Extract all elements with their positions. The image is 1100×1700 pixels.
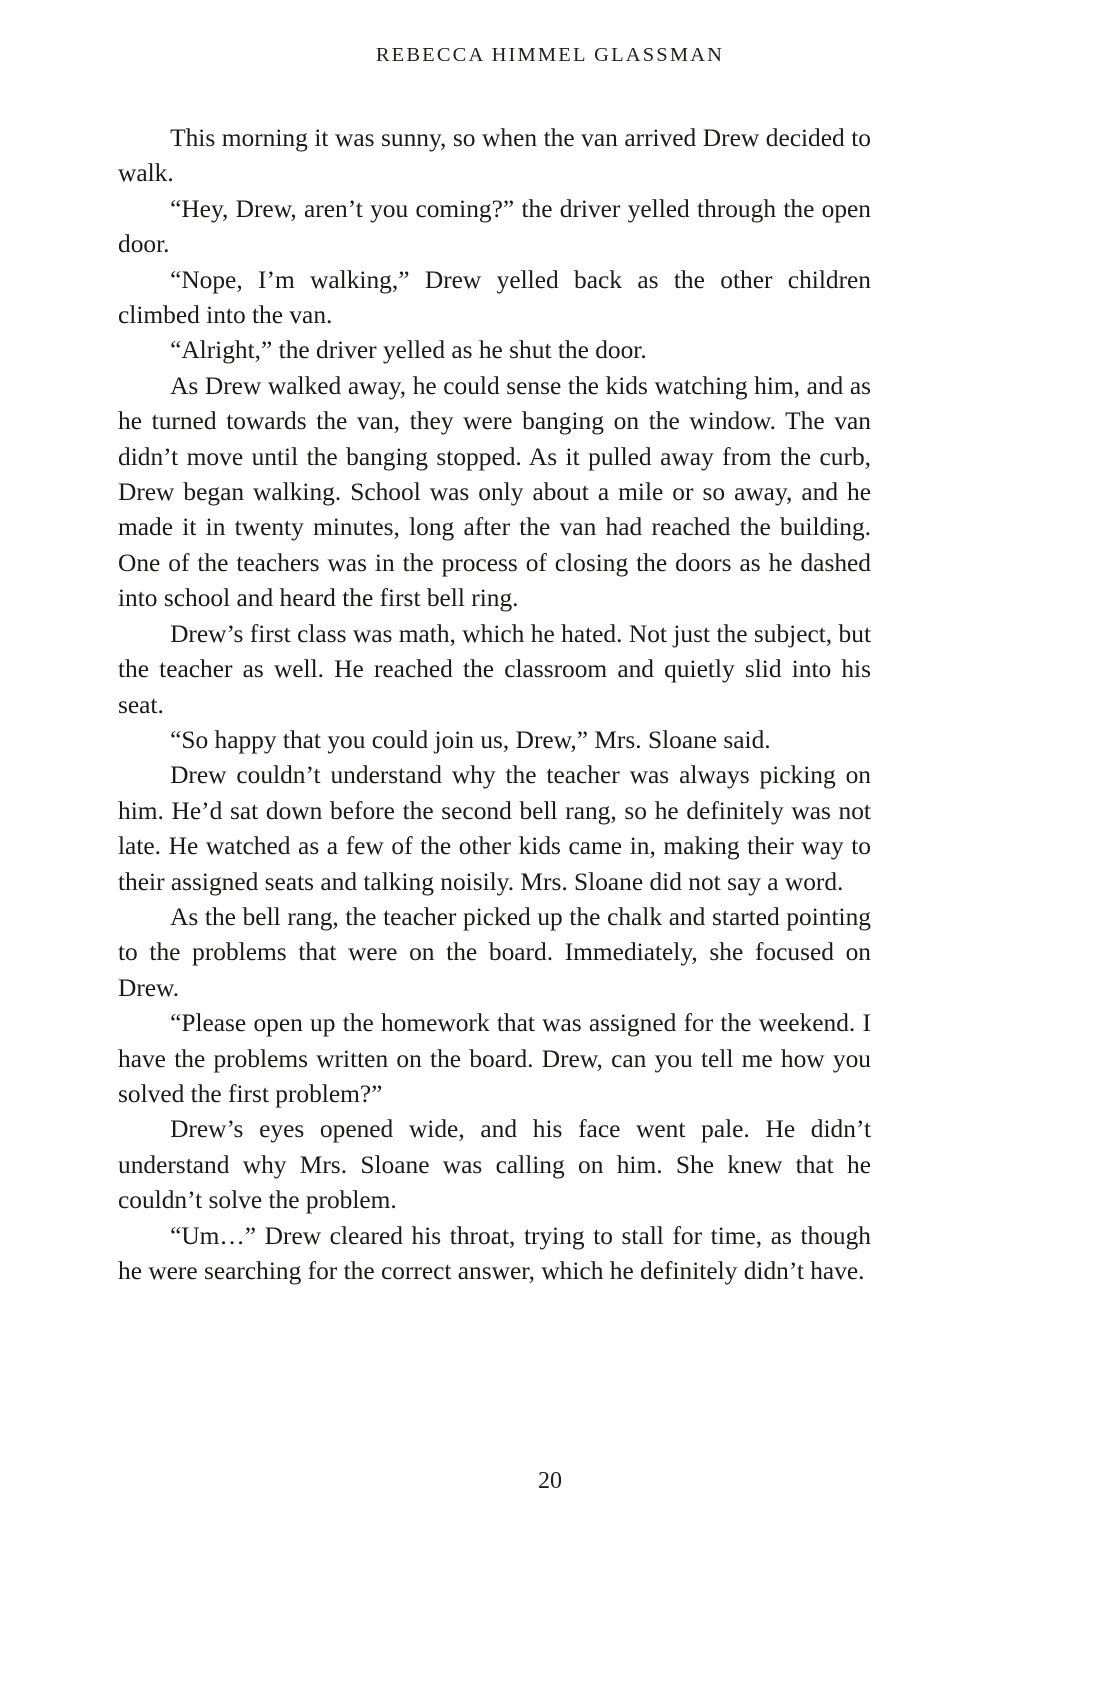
paragraph: As the bell rang, the teacher picked up the chalk and started pointing to the problems that were on the board. Immediately, she focused on Drew.	[118, 902, 871, 1002]
paragraph: “Alright,” the driver yelled as he shut the door.	[170, 336, 647, 365]
page-number: 20	[538, 1468, 562, 1494]
paragraph: “Hey, Drew, aren’t you coming?” the driver yelled through the open door.	[118, 194, 871, 259]
paragraph: “Nope, I’m walking,” Drew yelled back as the other children climbed into the van.	[118, 265, 871, 330]
paragraph: “So happy that you could join us, Drew,” Mrs. Sloane said.	[170, 725, 771, 754]
paragraph: “Um…” Drew cleared his throat, trying to stall for time, as though he were searching for the correct answer, which he definitely didn’t have.	[118, 1221, 871, 1285]
body-text	[118, 121, 871, 1289]
running-head: REBECCA HIMMEL GLASSMAN	[375, 44, 725, 66]
paragraph: This morning it was sunny, so when the van arrived Drew decided to walk.	[118, 124, 871, 188]
paragraph: Drew’s eyes opened wide, and his face went pale. He didn’t understand why Mrs. Sloane was calling on him. She knew that he couldn’t solve the problem.	[118, 1115, 871, 1215]
paragraph: Drew’s first class was math, which he hated. Not just the subject, but the teacher as well. He reached the classroom and quietly slid into his seat.	[118, 619, 871, 719]
paragraph: As Drew walked away, he could sense the kids watching him, and as he turned towards the van, they were banging on the window. The van didn’t move until the banging stopped. As it pulled away from the curb, Drew began walking. School was only about a mile or so away, and he made it in twenty minutes, long after the van had reached the building. One of the teachers was in the process of closing the doors as he dashed into school and heard the first bell ring.	[118, 371, 871, 613]
paragraph: Drew couldn’t understand why the teacher was always picking on him. He’d sat down before the second bell rang, so he definitely was not late. He watched as a few of the other kids came in, making their way to their assigned seats and talking noisily. Mrs. Sloane did not say a word.	[118, 761, 871, 896]
paragraph: “Please open up the homework that was assigned for the weekend. I have the problems written on the board. Drew, can you tell me how you solved the first problem?”	[118, 1009, 871, 1108]
